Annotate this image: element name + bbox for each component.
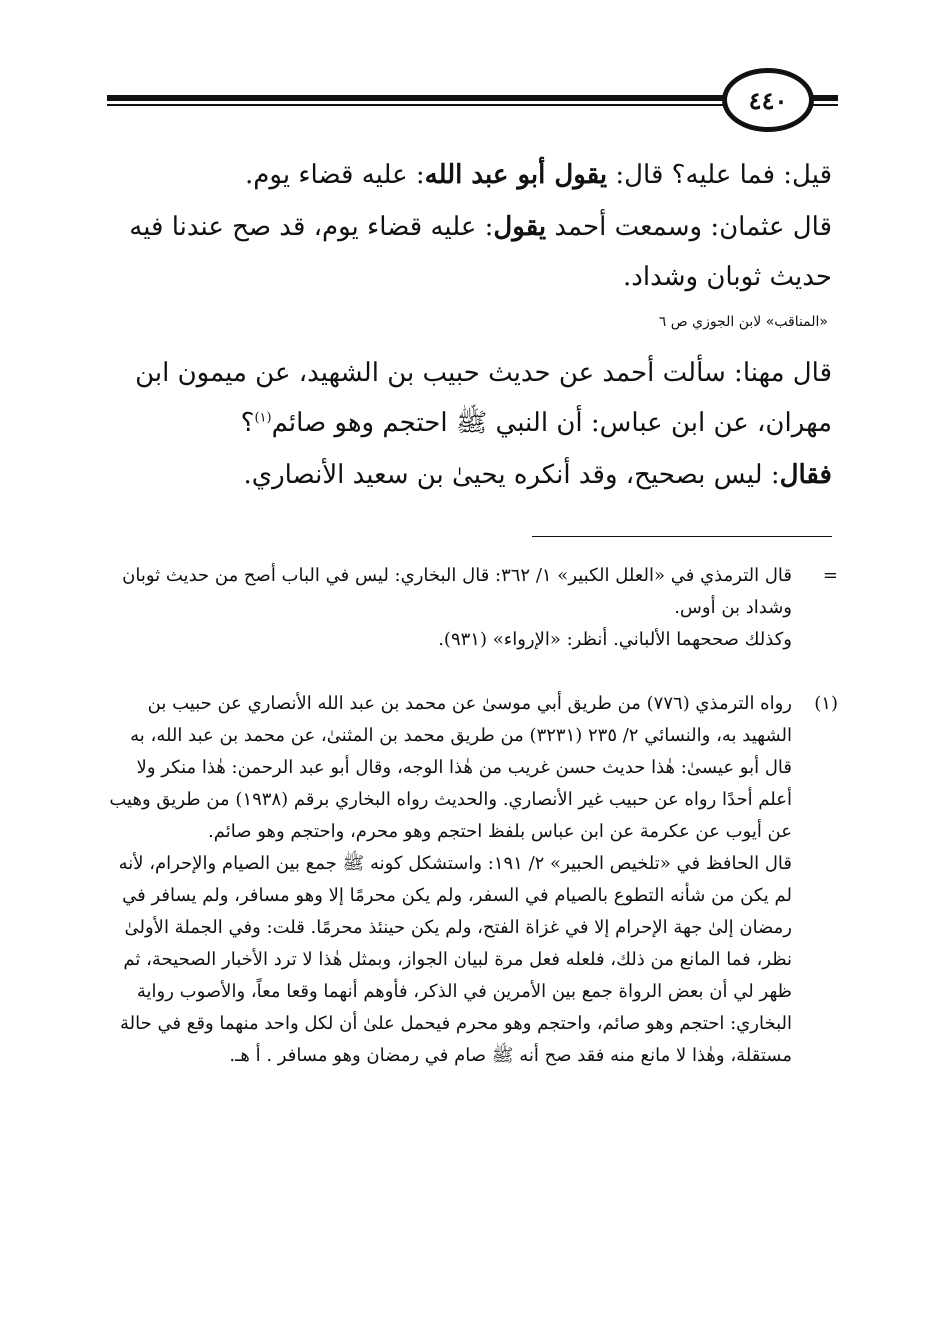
footnote-text: قال الترمذي في «العلل الكبير» ١/ ٣٦٢: قال البخاري: ليس في الباب أصح من حديث ثوبان وشداد بن أوس. xyxy=(122,565,792,618)
footnote-continuation xyxy=(108,560,838,656)
main-paragraph-1: قيل: فما عليه؟ قال: يقول أبو عبد الله: عليه قضاء يوم. xyxy=(245,160,832,190)
footnote-text: رواه الترمذي (٧٧٦) من طريق أبي موسىٰ عن محمد بن عبد الله الأنصاري عن حبيب بن الشهيد به، والنسائي ٢/ ٢٣٥ (٣٢٣١) من طريق محمد بن المثنىٰ، عن محمد بن عبد الله، به xyxy=(130,693,792,746)
footnote-text: قال أبو عيسىٰ: هٰذا حديث حسن غريب من هٰذا الوجه، وقال أبو عبد الرحمن: هٰذا منكر ولا أعلم أحدًا رواه عن حبيب غير الأنصاري. والحديث رواه البخاري برقم (١٩٣٨) من طريق وهيب عن أيوب عن عكرمة عن ابن عباس بلفظ احتجم وهو محرم، واحتجم وهو صائم. xyxy=(109,757,792,842)
footnote-text: وكذلك صححهما الألباني. أنظر: «الإرواء» (٩٣١). xyxy=(438,629,792,650)
bold-phrase: يقول أبو عبد الله xyxy=(424,160,608,190)
header-rule-tail xyxy=(810,95,838,109)
continuation-mark: = xyxy=(822,565,838,586)
main-paragraph-4: فقال: ليس بصحيح، وقد أنكره يحيىٰ بن سعيد الأنصاري. xyxy=(243,460,832,490)
bold-phrase: فقال xyxy=(779,460,832,490)
main-paragraph-2: قال عثمان: وسمعت أحمد يقول: عليه قضاء يوم، قد صح عندنا فيه حديث ثوبان وشداد. xyxy=(129,212,832,292)
footnote-number: (١) xyxy=(814,693,838,714)
footnote-marker: (١) xyxy=(254,410,272,426)
footnote-text: قال الحافظ في «تلخيص الحبير» ٢/ ١٩١: واستشكل كونه ﷺ جمع بين الصيام والإحرام، لأنه لم يكن من شأنه التطوع بالصيام في السفر، ولم يكن محرمًا إلا وهو مسافر، ولم يسافر في رمضان إلىٰ جهة الإحرام إلا في غزاة الفتح، ولم يكن حينئذ محرمًا. قلت: وفي الجملة الأولىٰ نظر، فما المانع من ذلك، فلعله فعل مرة لبيان الجواز، وبمثل هٰذا لا ترد الأخبار الصحيحة، ثم ظهر لي أن بعض الرواة جمع بين الأمرين في الذكر، فأوهم أنهما وقعا معاً، والأصوب رواية البخاري: احتجم وهو صائم، واحتجم وهو محرم فيحمل علىٰ أن لكل واحد منهما وقع في حالة مستقلة، وهٰذا لا مانع منه فقد صح أنه ﷺ صام في رمضان وهو مسافر . أ هـ. xyxy=(118,853,792,1066)
main-paragraph-3: قال مهنا: سألت أحمد عن حديث حبيب بن الشهيد، عن ميمون ابن مهران، عن ابن عباس: أن النبي ﷺ احتجم وهو صائم$^{(١)}$؟ xyxy=(135,358,832,438)
footnote-separator xyxy=(532,536,832,537)
footnote-1 xyxy=(108,688,838,1072)
header-rule xyxy=(107,95,727,109)
source-reference: «المناقب» لابن الجوزي ص ٦ xyxy=(658,314,828,330)
page-number: ٤٤٠ xyxy=(722,68,814,132)
bold-phrase: يقول xyxy=(493,212,547,242)
